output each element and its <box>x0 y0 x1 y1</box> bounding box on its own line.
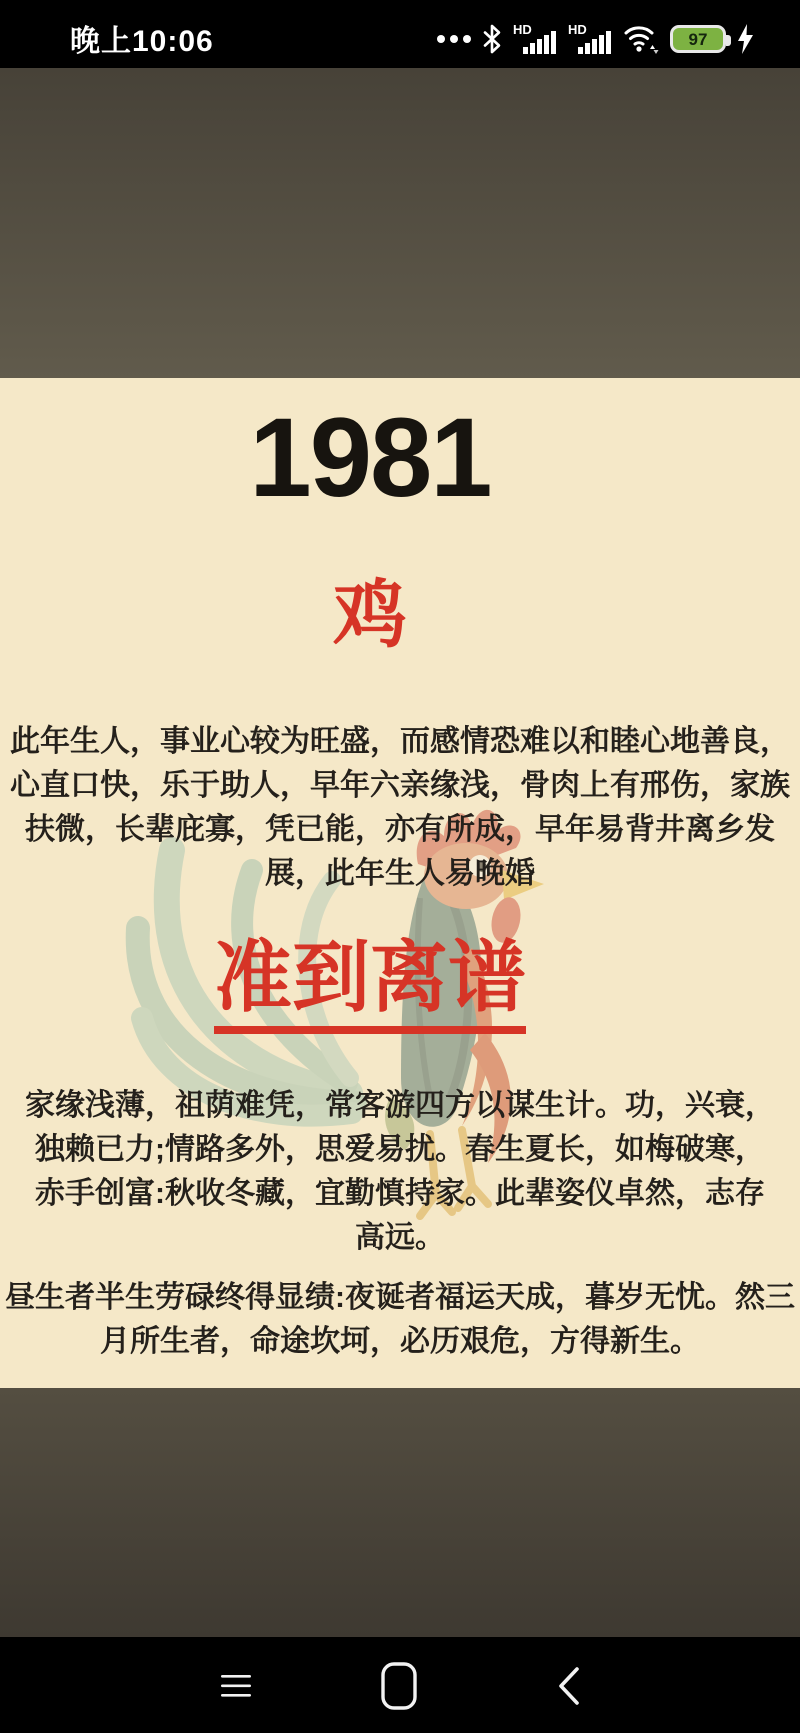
fortune-paragraph-3 <box>0 1276 800 1364</box>
status-bar <box>0 0 800 68</box>
hd-signal-icon-sim2 <box>568 22 612 56</box>
battery-icon <box>670 25 726 53</box>
paragraph-line: 心直口快，乐于助人，早年六亲缘浅，骨肉上有邢伤，家族 <box>10 769 790 802</box>
notification-dots-icon <box>437 35 471 43</box>
fortune-paragraph-1 <box>0 720 800 896</box>
fortune-paragraph-2 <box>0 1084 800 1260</box>
paragraph-line: 家缘浅薄，祖荫难凭，常客游四方以谋生计。功，兴衰， <box>25 1089 775 1122</box>
back-button[interactable] <box>557 1666 581 1706</box>
paragraph-line: 此年生人，事业心较为旺盛，而感情恐难以和睦心地善良， <box>10 725 790 758</box>
paragraph-line: 月所生者，命途坎坷，必历艰危，方得新生。 <box>100 1325 700 1358</box>
headline-wrap <box>0 933 740 1034</box>
wifi-icon <box>623 23 659 55</box>
paragraph-line: 赤手创富:秋收冬藏，宜勤慎持家。此辈姿仪卓然，志存 <box>35 1177 765 1210</box>
charging-bolt-icon <box>737 24 754 54</box>
android-nav-bar <box>0 1637 800 1733</box>
bluetooth-icon <box>482 24 502 54</box>
paragraph-line: 高远。 <box>355 1221 445 1254</box>
home-button[interactable] <box>381 1662 417 1710</box>
paragraph-line: 独赖已力;情路多外，思爱易扰。春生夏长，如梅破寒， <box>35 1133 765 1166</box>
menu-button[interactable] <box>221 1674 251 1698</box>
paragraph-line: 扶微，长辈庇寡，凭已能，亦有所成，早年易背井离乡发 <box>25 813 775 846</box>
year-title: 1981 <box>249 395 491 520</box>
zodiac-animal-title: 鸡 <box>333 573 407 656</box>
svg-text:HD: HD <box>513 22 532 37</box>
hd-signal-icon-sim1 <box>513 22 557 56</box>
headline-text: 准到离谱 <box>214 938 526 1034</box>
status-icons <box>437 12 754 56</box>
battery-percent: 97 <box>688 29 708 49</box>
paragraph-line: 昼生者半生劳碌终得显绩:夜诞者福运天成，暮岁无忧。然三 <box>5 1281 795 1314</box>
letterbox-top <box>0 68 800 378</box>
svg-text:HD: HD <box>568 22 587 37</box>
letterbox-bottom <box>0 1388 800 1637</box>
clock: 晚上10:06 <box>70 25 214 58</box>
zodiac-card <box>0 378 800 1388</box>
paragraph-line: 展，此年生人易晚婚 <box>265 857 535 890</box>
